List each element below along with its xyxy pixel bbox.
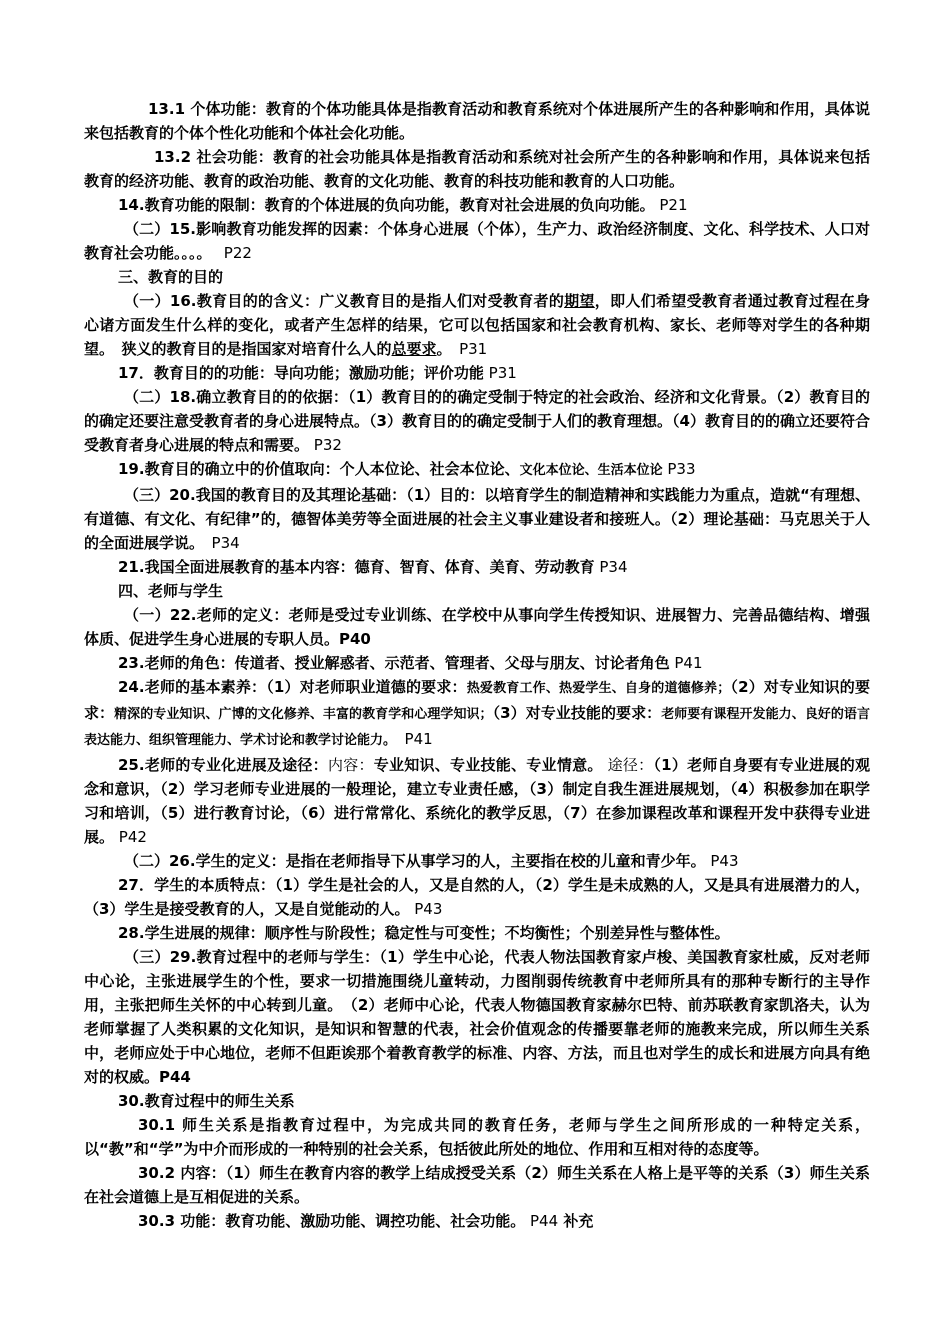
- page-ref: P42: [118, 828, 147, 846]
- small-text: 热爱教育工作、热爱学生、自身的道德修养；: [466, 681, 731, 696]
- paragraph-26: （二）26.学生的定义：是指在老师指导下从事学习的人，主要指在校的儿童和青少年。 P43: [124, 852, 739, 870]
- paragraph-13-1: 13.1 个体功能：教育的个体功能具体是指教育活动和教育系统对个体进展所产生的各种影响和作用，具体说来包括教育的个体个性化功能和个体社会化功能。: [84, 100, 870, 142]
- small-text: 文化本位论、生活本位论: [519, 463, 663, 478]
- paragraph-13-2: 13.2 社会功能：教育的社会功能具体是指教育活动和系统对社会所产生的各种影响和作用，具体说来包括教育的经济功能、教育的政治功能、教育的文化功能、教育的科技功能和教育的人口功能。: [84, 148, 870, 190]
- section-heading-4: 四、老师与学生: [118, 582, 224, 600]
- paragraph-28: 28.学生进展的规律：顺序性与阶段性；稳定性与可变性；不均衡性；个别差异性与整体性。: [118, 924, 730, 942]
- page-ref: P22: [223, 244, 252, 262]
- paragraph-19: 19.教育目的确立中的价值取向：个人本位论、社会本位论、文化本位论、生活本位论 P33: [118, 460, 696, 478]
- paragraph-22: （一）22.老师的定义：老师是受过专业训练、在学校中从事向学生传授知识、进展智力、完善品德结构、增强体质、促进学生身心进展的专职人员。P40: [84, 606, 870, 648]
- paragraph-14: [84, 193, 870, 217]
- paragraph-15: [84, 217, 870, 265]
- paragraph-14-text: 14.教育功能的限制：教育的个体进展的负向功能，教育对社会进展的负向功能。: [118, 196, 655, 214]
- paragraph-15-text: （二）15.影响教育功能发挥的因素：个体身心进展（个体），生产力、政治经济制度、文化、科学技术、人口对教育社会功能。。。。: [84, 220, 870, 262]
- paragraph-23: 23.老师的角色：传道者、授业解惑者、示范者、管理者、父母与朋友、讨论者角色 P41: [118, 654, 703, 672]
- page-ref: P43: [414, 900, 443, 918]
- supplement-note: 补充: [563, 1212, 594, 1230]
- page-ref: P44: [530, 1212, 559, 1230]
- page-ref: P31: [488, 364, 517, 382]
- paragraph-29: （三）29.教育过程中的老师与学生：（1）学生中心论，代表人物法国教育家卢梭、美国教育家杜威，反对老师中心论，主张进展学生的个性，要求一切措施围绕儿童转动，力图削弱传统教育中老师所具有的那种专断行的主导作用，主张把师生关怀的中心转到儿童。 （2）老师中心论，代表人物德国教育家赫尔巴特、前苏联教育家凯洛夫，认为老师掌握了人类积累的文化知识，是知识和智慧的代表，社会价值观念的传播要靠老师的施教来完成，所以师生关系中，老师应处于中心地位，老师不但距诶那个着教育教学的标准、内容、方法，而且也对学生的成长和进展方向具有绝对的权威。P44: [84, 948, 870, 1086]
- small-text: 老师要有课程开发能力、良好的语言表达能力、组织管理能力、学术讨论和教学讨论能力。: [84, 707, 870, 748]
- paragraph-16: （一）16.教育目的的含义：广义教育目的是指人们对受教育者的期望，即人们希望受教育者通过教育过程在身心诸方面发生什么样的变化，或者产生怎样的结果，它可以包括国家和社会教育机构、家长、老师等对学生的各种期望。 狭义的教育目的是指国家对培育什么人的总要求。 P31: [84, 292, 870, 358]
- paragraph-30-2: 30.2 内容：（1）师生在教育内容的教学上结成授受关系（2）师生关系在人格上是平等的关系（3）师生关系在社会道德上是互相促进的关系。: [84, 1164, 870, 1206]
- document-body: [84, 97, 870, 1233]
- page-ref: P34: [599, 558, 628, 576]
- paragraph-27: 27．学生的本质特点：（1）学生是社会的人，又是自然的人，（2）学生是未成熟的人，又是具有进展潜力的人，（3）学生是接受教育的人，又是自觉能动的人。 P43: [84, 876, 870, 918]
- page-ref: P32: [313, 436, 342, 454]
- paragraph-18: （二）18.确立教育目的的依据：（1）教育目的的确定受制于特定的社会政治、经济和文化背景。（2）教育目的的确定还要注意受教育者的身心进展特点。（3）教育目的的确定受制于人们的教育理想。（4）教育目的的确立还要符合受教育者身心进展的特点和需要。 P32: [84, 388, 870, 454]
- paragraph-30: 30.教育过程中的师生关系: [118, 1092, 295, 1110]
- page-ref: P33: [667, 460, 696, 478]
- page-ref: P31: [459, 340, 488, 358]
- paragraph-20: （三）20.我国的教育目的及其理论基础：（1）目的：以培育学生的制造精神和实践能力为重点，造就“有理想、有道德、有文化、有纪律”的，德智体美劳等全面进展的社会主义事业建设者和接班人。（2）理论基础：马克思关于人的全面进展学说。 P34: [84, 486, 870, 552]
- paragraph-25: 25.老师的专业化进展及途径：内容：专业知识、专业技能、专业情意。 途径：（1）老师自身要有专业进展的观念和意识，（2）学习老师专业进展的一般理论，建立专业责任感，（3）制定自我生涯进展规划，（4）积极参加在职学习和培训，（5）进行教育讨论，（6）进行常常化、系统化的教学反思，（7）在参加课程改革和课程开发中获得专业进展。 P42: [84, 756, 870, 846]
- page-ref: P34: [211, 534, 240, 552]
- paragraph-30-1: 30.1 师生关系是指教育过程中，为完成共同的教育任务，老师与学生之间所形成的一种特定关系，以“教”和“学”为中介而形成的一种特别的社会关系，包括彼此所处的地位、作用和互相对待的态度等。: [84, 1116, 870, 1158]
- underlined-term: 期望: [564, 292, 595, 310]
- paragraph-24: 24.老师的基本素养：（1）对老师职业道德的要求：热爱教育工作、热爱学生、自身的道德修养；（2）对专业知识的要求：精深的专业知识、广博的文化修养、丰富的教育学和心理学知识；（3）对专业技能的要求：老师要有课程开发能力、良好的语言表达能力、组织管理能力、学术讨论和教学讨论能力。 P41: [84, 678, 870, 748]
- small-text: 精深的专业知识、广博的文化修养、丰富的教育学和心理学知识；: [114, 707, 493, 722]
- page-ref: P43: [710, 852, 739, 870]
- underlined-term: 总要求: [391, 340, 437, 358]
- section-heading-3: 三、教育的目的: [118, 268, 224, 286]
- page-ref: P41: [674, 654, 703, 672]
- paragraph-30-3: 30.3 功能：教育功能、激励功能、调控功能、社会功能。 P44 补充: [138, 1212, 594, 1230]
- page-ref: P41: [404, 730, 433, 748]
- paragraph-17: 17．教育目的的功能：导向功能；激励功能；评价功能 P31: [118, 364, 517, 382]
- page-ref: P21: [659, 196, 688, 214]
- paragraph-21: 21.我国全面进展教育的基本内容：德育、智育、体育、美育、劳动教育 P34: [118, 558, 628, 576]
